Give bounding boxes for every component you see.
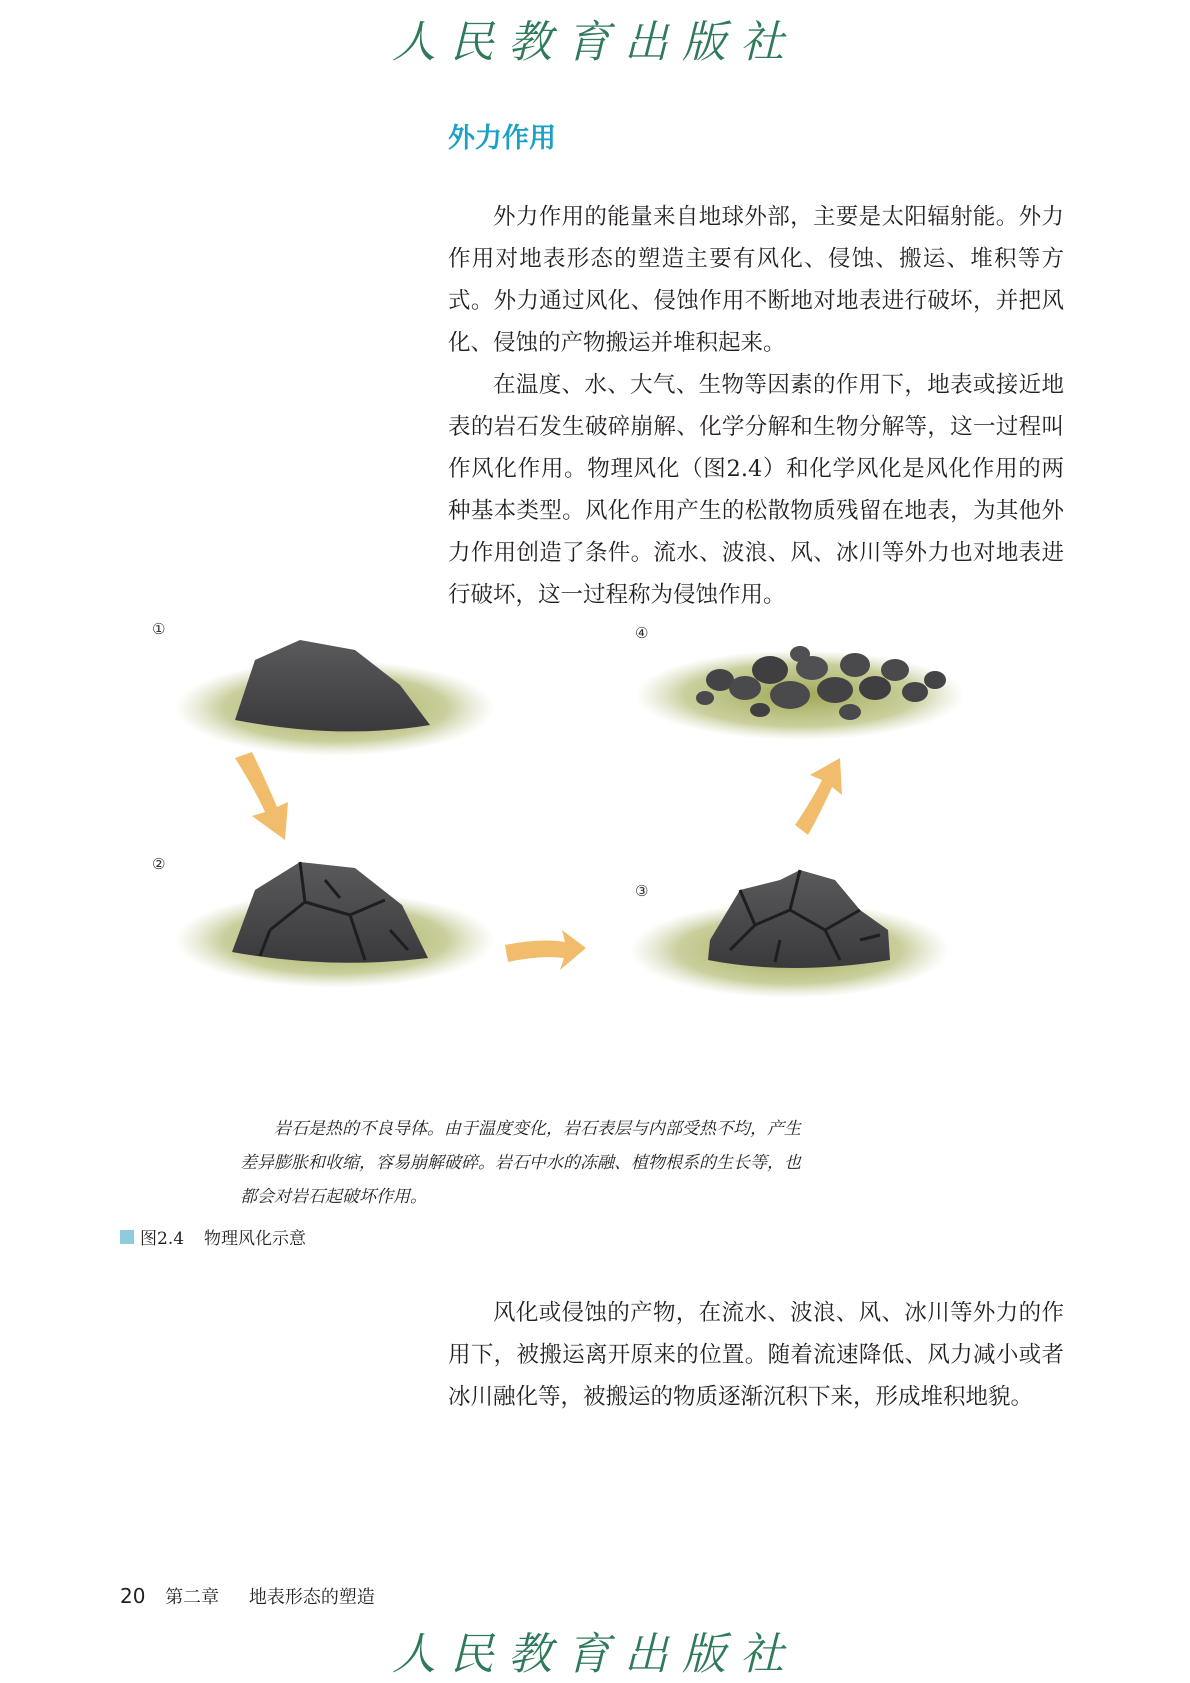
figure-label	[120, 1224, 306, 1249]
paragraph: 在温度、水、大气、生物等因素的作用下，地表或接近地表的岩石发生破碎崩解、化学分解和生物分解等，这一过程叫作风化作用。物理风化（图2.4）和化学风化是风化作用的两种基本类型。风化作用产生的松散物质残留在地表，为其他外力作用创造了条件。流水、波浪、风、冰川等外力也对地表进行破坏，这一过程称为侵蚀作用。	[448, 372, 1064, 608]
chapter-title: 地表形态的塑造	[248, 1587, 375, 1608]
page-number: 20	[120, 1584, 146, 1608]
step-number-3: ③	[635, 882, 649, 900]
chapter-label: 第二章	[165, 1587, 220, 1608]
step-number-1: ①	[152, 620, 166, 638]
rock-stage-4	[635, 646, 965, 740]
figure-title: 物理风化示意	[204, 1229, 307, 1249]
figure-physical-weathering	[140, 620, 1060, 1120]
arrow-right-icon	[505, 930, 586, 970]
figure-number: 图2.4	[140, 1229, 185, 1249]
arrow-down-icon	[235, 752, 288, 840]
text-block-top	[448, 196, 1064, 616]
figure-caption	[240, 1112, 940, 1214]
caption-line: 岩石是热的不良导体。由于温度变化，岩石表层与内部受热不均，产生	[274, 1119, 801, 1139]
step-number-4: ④	[635, 624, 649, 642]
caption-line: 差异膨胀和收缩，容易崩解破碎。岩石中水的冻融、植物根系的生长等，也	[240, 1153, 801, 1173]
text-block-bottom	[448, 1292, 1064, 1418]
figure-marker-icon	[120, 1230, 134, 1244]
weathering-illustration	[140, 640, 1060, 1120]
rock-stage-2	[175, 862, 495, 988]
rock-stage-1	[175, 640, 495, 756]
step-number-2: ②	[152, 855, 166, 873]
rock-stage-3	[630, 870, 950, 998]
page-footer	[120, 1583, 375, 1609]
publisher-logo-top: 人民教育出版社	[392, 17, 798, 68]
paragraph: 外力作用的能量来自地球外部，主要是太阳辐射能。外力作用对地表形态的塑造主要有风化、侵蚀、搬运、堆积等方式。外力通过风化、侵蚀作用不断地对地表进行破坏，并把风化、侵蚀的产物搬运并堆积起来。	[448, 204, 1064, 356]
arrow-up-icon	[795, 758, 842, 835]
section-title: 外力作用	[448, 123, 556, 154]
paragraph: 风化或侵蚀的产物，在流水、波浪、风、冰川等外力的作用下，被搬运离开原来的位置。随着流速降低、风力减小或者冰川融化等，被搬运的物质逐渐沉积下来，形成堆积地貌。	[448, 1300, 1064, 1410]
caption-line: 都会对岩石起破坏作用。	[240, 1187, 427, 1207]
publisher-logo-bottom: 人民教育出版社	[392, 1629, 798, 1680]
